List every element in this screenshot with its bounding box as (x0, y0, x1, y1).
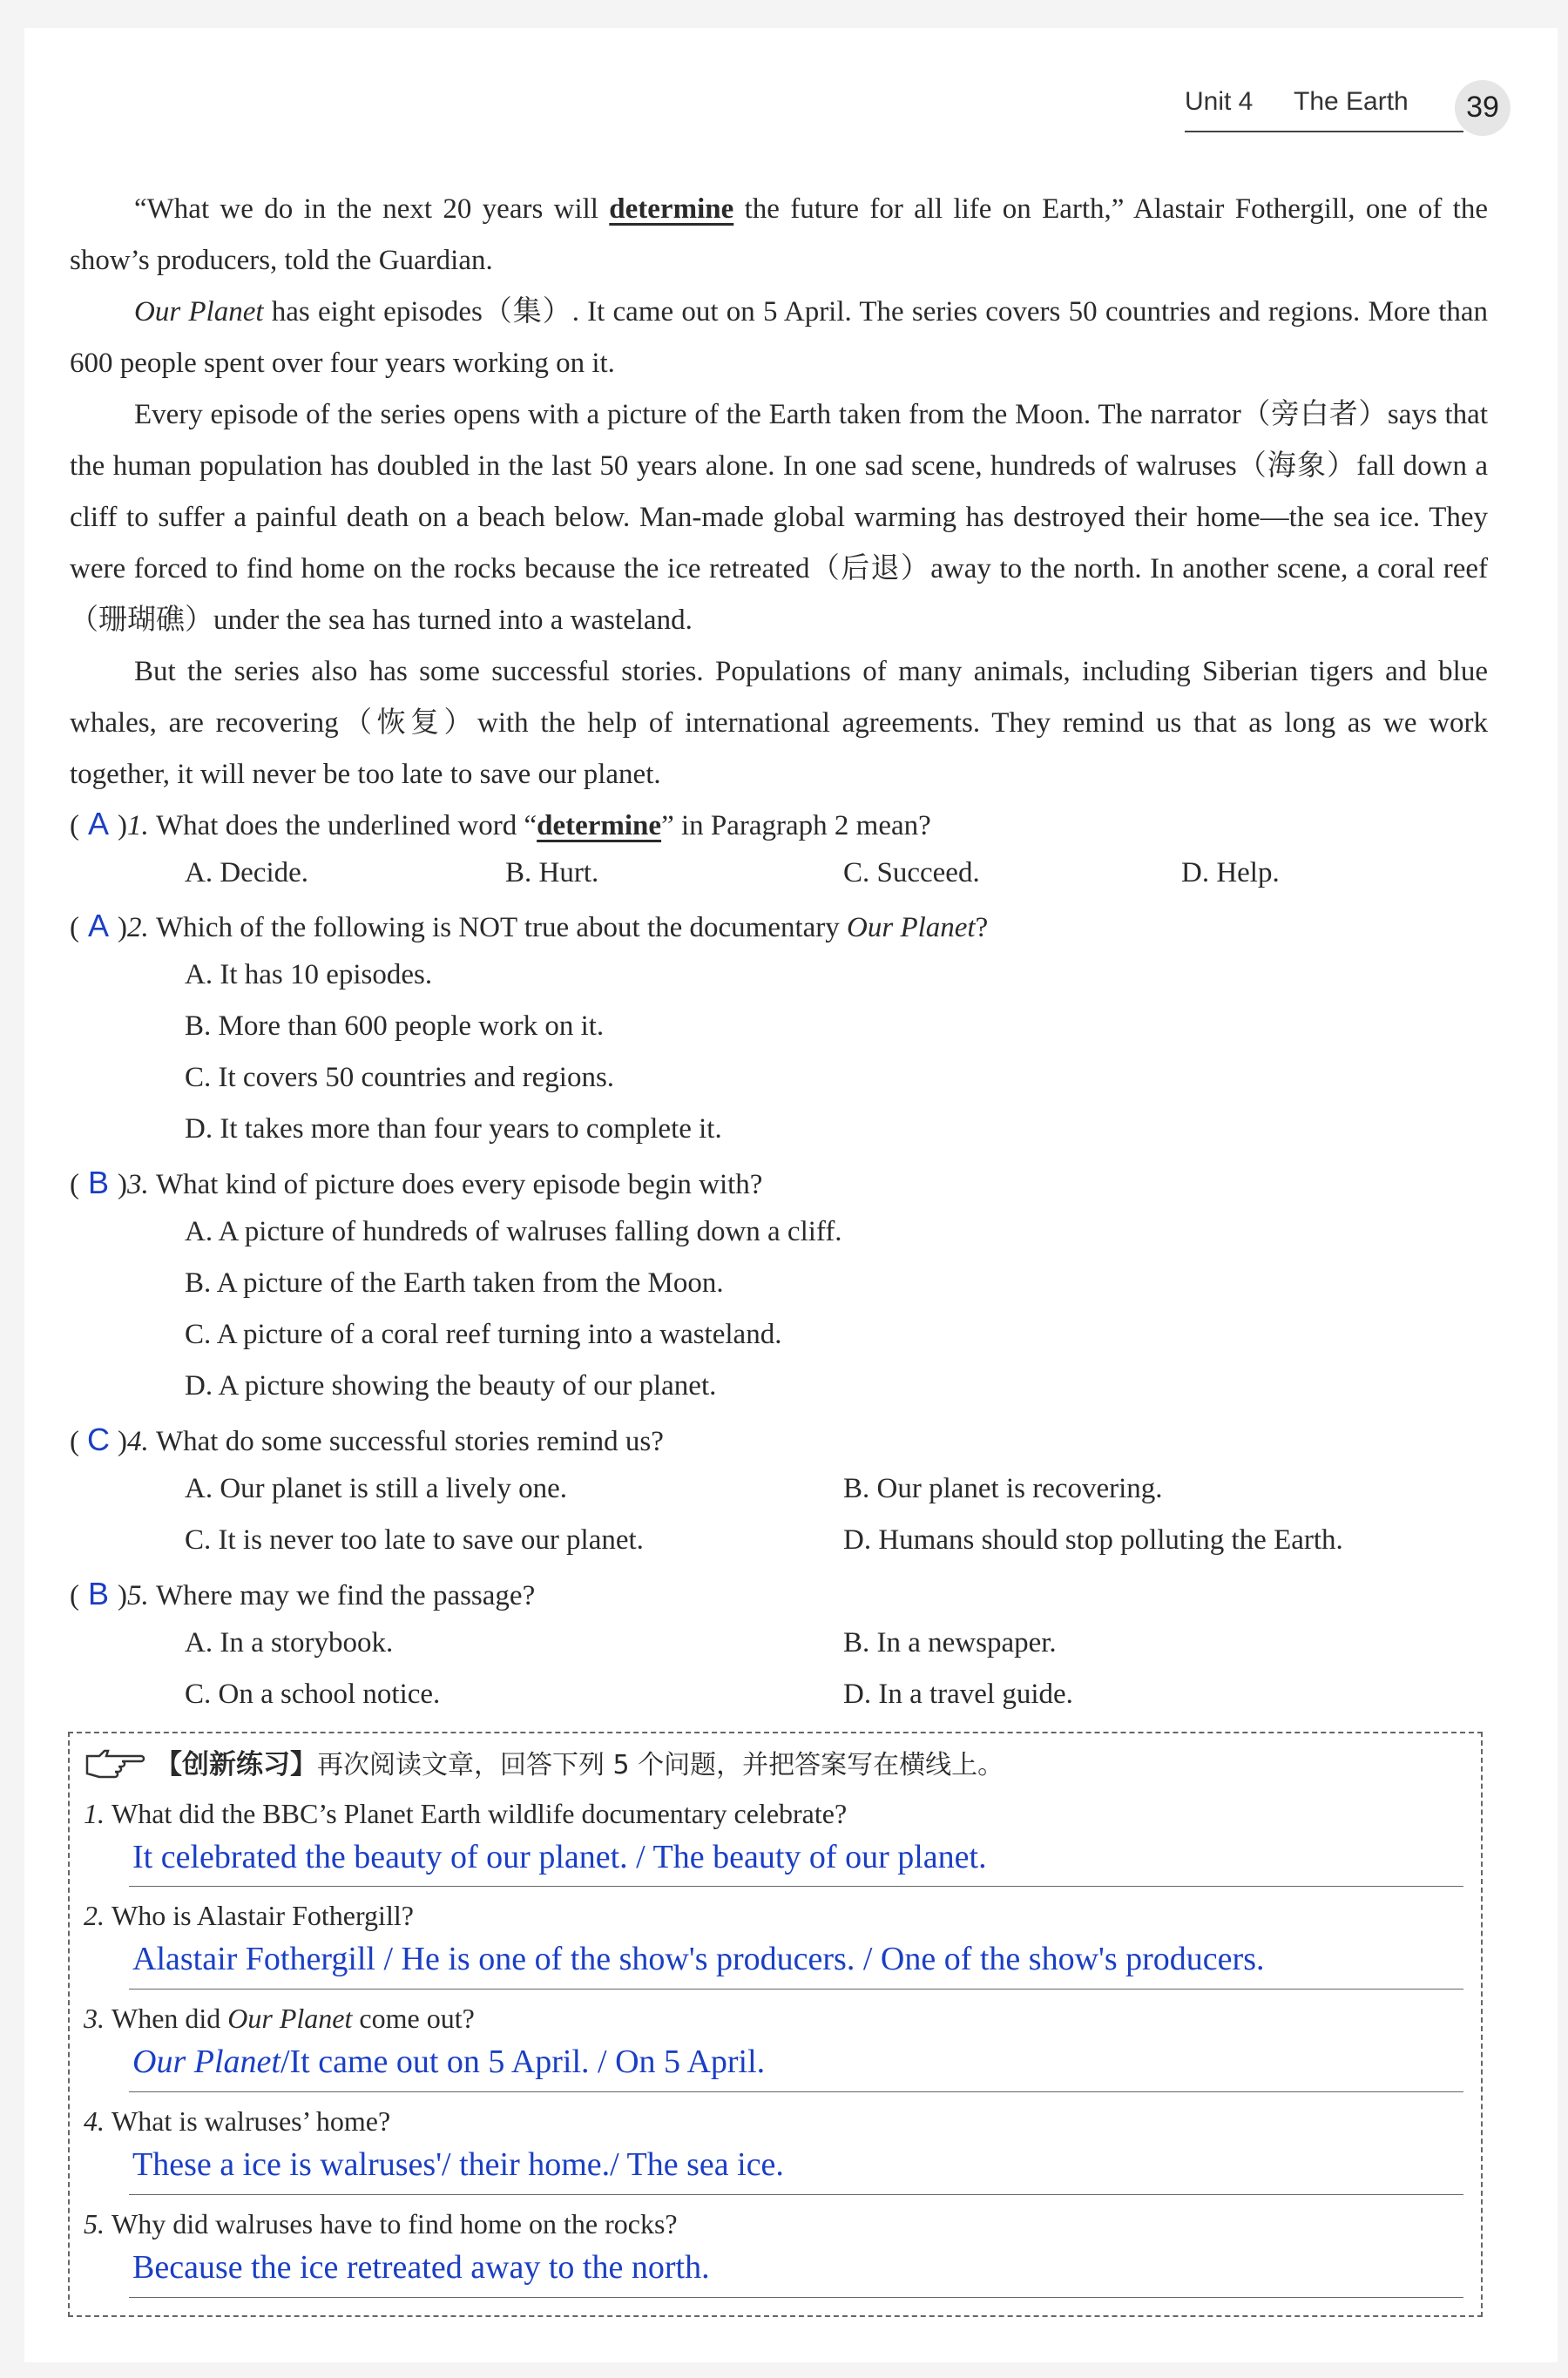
answer-4: C (87, 1422, 110, 1457)
question-5-number: 5. (127, 1580, 149, 1611)
header-unit: Unit 4 (1185, 87, 1254, 116)
q1-option-b: B. Hurt. (505, 857, 599, 888)
practice-title: 【创新练习】 (155, 1749, 317, 1780)
question-2-number: 2. (127, 912, 149, 943)
paragraph-1-text-a: “What we do in the next 20 years will (134, 193, 610, 225)
question-2-text-b: ? (975, 912, 989, 943)
answer-line-3 (129, 2091, 1463, 2092)
q5-option-d: D. In a travel guide. (843, 1679, 1073, 1710)
keyword-determine: determine (609, 193, 734, 225)
question-5: ( B )5. Where may we find the passage? (70, 1576, 536, 1611)
question-2-title: Our Planet (847, 912, 976, 943)
question-3-text: What kind of picture does every episode begin with? (156, 1169, 763, 1200)
practice-question-5 (84, 2208, 678, 2240)
q2-option-c: C. It covers 50 countries and regions. (185, 1062, 615, 1093)
paragraph-4 (70, 646, 1488, 801)
q4-option-c: C. It is never too late to save our planet. (185, 1524, 644, 1556)
paragraph-3-text: Every episode of the series opens with a picture of the Earth taken from the Moon. The narrator（旁白者）says that the human population has doubled in the last 50 years alone. In one sad scene, hundreds of walruses（海象）fall down a cliff to suffer a painful death on a beach below. Man-made global warming has destroyed their home—the sea ice. They were forced to find home on the rocks because the ice retreated（后退）away to the north. In another scene, a coral reef（珊瑚礁）under the sea has turned into a wasteland. (70, 399, 1488, 636)
question-4: ( C )4. What do some successful stories remind us? (70, 1422, 664, 1457)
question-3-number: 3. (127, 1169, 149, 1200)
practice-question-5-text: Why did walruses have to find home on the rocks? (112, 2208, 678, 2240)
practice-instruction: 再次阅读文章，回答下列 5 个问题，并把答案写在横线上。 (317, 1750, 1004, 1780)
q5-option-a: A. In a storybook. (185, 1627, 394, 1659)
answer-line-1 (129, 1886, 1463, 1887)
q3-option-d: D. A picture showing the beauty of our planet. (185, 1370, 717, 1402)
answer-2: A (87, 908, 109, 943)
answer-5: B (87, 1576, 109, 1611)
practice-header (155, 1742, 1004, 1781)
paragraph-2 (70, 287, 1488, 389)
q2-option-d: D. It takes more than four years to complete it. (185, 1113, 722, 1145)
practice-answer-5: Because the ice retreated away to the north. (132, 2249, 710, 2286)
q2-option-b: B. More than 600 people work on it. (185, 1010, 605, 1042)
practice-answer-1: It celebrated the beauty of our planet. / The beauty of our planet. (132, 1839, 987, 1875)
practice-question-1-text: What did the BBC’s Planet Earth wildlife documentary celebrate? (112, 1798, 848, 1829)
practice-question-3-title: Our Planet (227, 2003, 353, 2034)
question-1-text-b: ” in Paragraph 2 mean? (661, 810, 931, 841)
question-2-text-a: Which of the following is NOT true about the documentary (156, 912, 848, 943)
q3-option-c: C. A picture of a coral reef turning into a wasteland. (185, 1319, 782, 1350)
paragraph-2-text: has eight episodes（集）. It came out on 5 April. The series covers 50 countries and regions. More than 600 people spent over four years working on it. (70, 296, 1488, 379)
q5-option-c: C. On a school notice. (185, 1679, 441, 1710)
practice-question-3-text-b: come out? (352, 2003, 475, 2034)
question-3: ( B )3. What kind of picture does every episode begin with? (70, 1165, 763, 1200)
practice-question-2-text: Who is Alastair Fothergill? (112, 1900, 414, 1931)
q1-option-c: C. Succeed. (843, 857, 980, 888)
header-rule (1185, 131, 1463, 132)
practice-answer-4: These a ice is walruses'/ their home./ The sea ice. (132, 2146, 784, 2183)
practice-question-4-text: What is walruses’ home? (112, 2105, 391, 2137)
practice-number-4: 4. (84, 2105, 105, 2137)
q3-option-a: A. A picture of hundreds of walruses falling down a cliff. (185, 1216, 842, 1247)
practice-question-3 (84, 2003, 475, 2035)
answer-3: B (87, 1165, 109, 1200)
q4-option-d: D. Humans should stop polluting the Earth. (843, 1524, 1343, 1556)
answer-1: A (87, 806, 109, 841)
question-2: ( A )2. Which of the following is NOT true about the documentary Our Planet? (70, 908, 989, 943)
practice-answer-3 (132, 2043, 765, 2081)
q2-option-a: A. It has 10 episodes. (185, 959, 433, 990)
answer-line-4 (129, 2194, 1463, 2195)
answer-line-2 (129, 1989, 1463, 1990)
q1-option-a: A. Decide. (185, 857, 309, 888)
paragraph-4-text: But the series also has some successful stories. Populations of many animals, including Siberian tigers and blue whales, are recovering（恢复）with the help of international agreements. They remind us that as long as we work together, it will never be too late to save our planet. (70, 656, 1488, 790)
practice-question-4 (84, 2105, 390, 2138)
q4-option-b: B. Our planet is recovering. (843, 1473, 1163, 1504)
practice-number-2: 2. (84, 1900, 105, 1931)
q3-option-b: B. A picture of the Earth taken from the Moon. (185, 1267, 724, 1299)
paragraph-1 (70, 184, 1488, 287)
q5-option-b: B. In a newspaper. (843, 1627, 1057, 1659)
question-1-keyword: determine (537, 810, 662, 841)
practice-answer-3-text: /It came out on 5 April. / On 5 April. (280, 2044, 766, 2080)
practice-question-3-text-a: When did (112, 2003, 228, 2034)
practice-answer-3-title: Our Planet (132, 2044, 280, 2080)
q4-option-a: A. Our planet is still a lively one. (185, 1473, 568, 1504)
paragraph-1-text-b: the future for all life on Earth,” Alastair Fothergill, one of the show’s producers, told the Guardian. (70, 193, 1488, 276)
practice-number-3: 3. (84, 2003, 105, 2034)
paragraph-2-title: Our Planet (134, 296, 264, 328)
paragraph-3 (70, 389, 1488, 646)
pointing-hand-icon (84, 1744, 153, 1779)
practice-question-2 (84, 1900, 414, 1932)
q1-option-d: D. Help. (1181, 857, 1280, 888)
question-1-number: 1. (127, 810, 149, 841)
question-1-text-a: What does the underlined word “ (156, 810, 537, 841)
header-title: The Earth (1294, 87, 1409, 116)
question-5-text: Where may we find the passage? (156, 1580, 536, 1611)
question-4-number: 4. (127, 1426, 149, 1457)
practice-answer-2: Alastair Fothergill / He is one of the show's producers. / One of the show's producers. (132, 1941, 1265, 1977)
practice-question-1 (84, 1798, 847, 1830)
question-1: ( A )1. What does the underlined word “determine” in Paragraph 2 mean? (70, 806, 931, 841)
answer-line-5 (129, 2297, 1463, 2298)
practice-number-1: 1. (84, 1798, 105, 1829)
question-4-text: What do some successful stories remind us? (156, 1426, 664, 1457)
practice-number-5: 5. (84, 2208, 105, 2240)
page-number: 39 (1466, 91, 1499, 124)
